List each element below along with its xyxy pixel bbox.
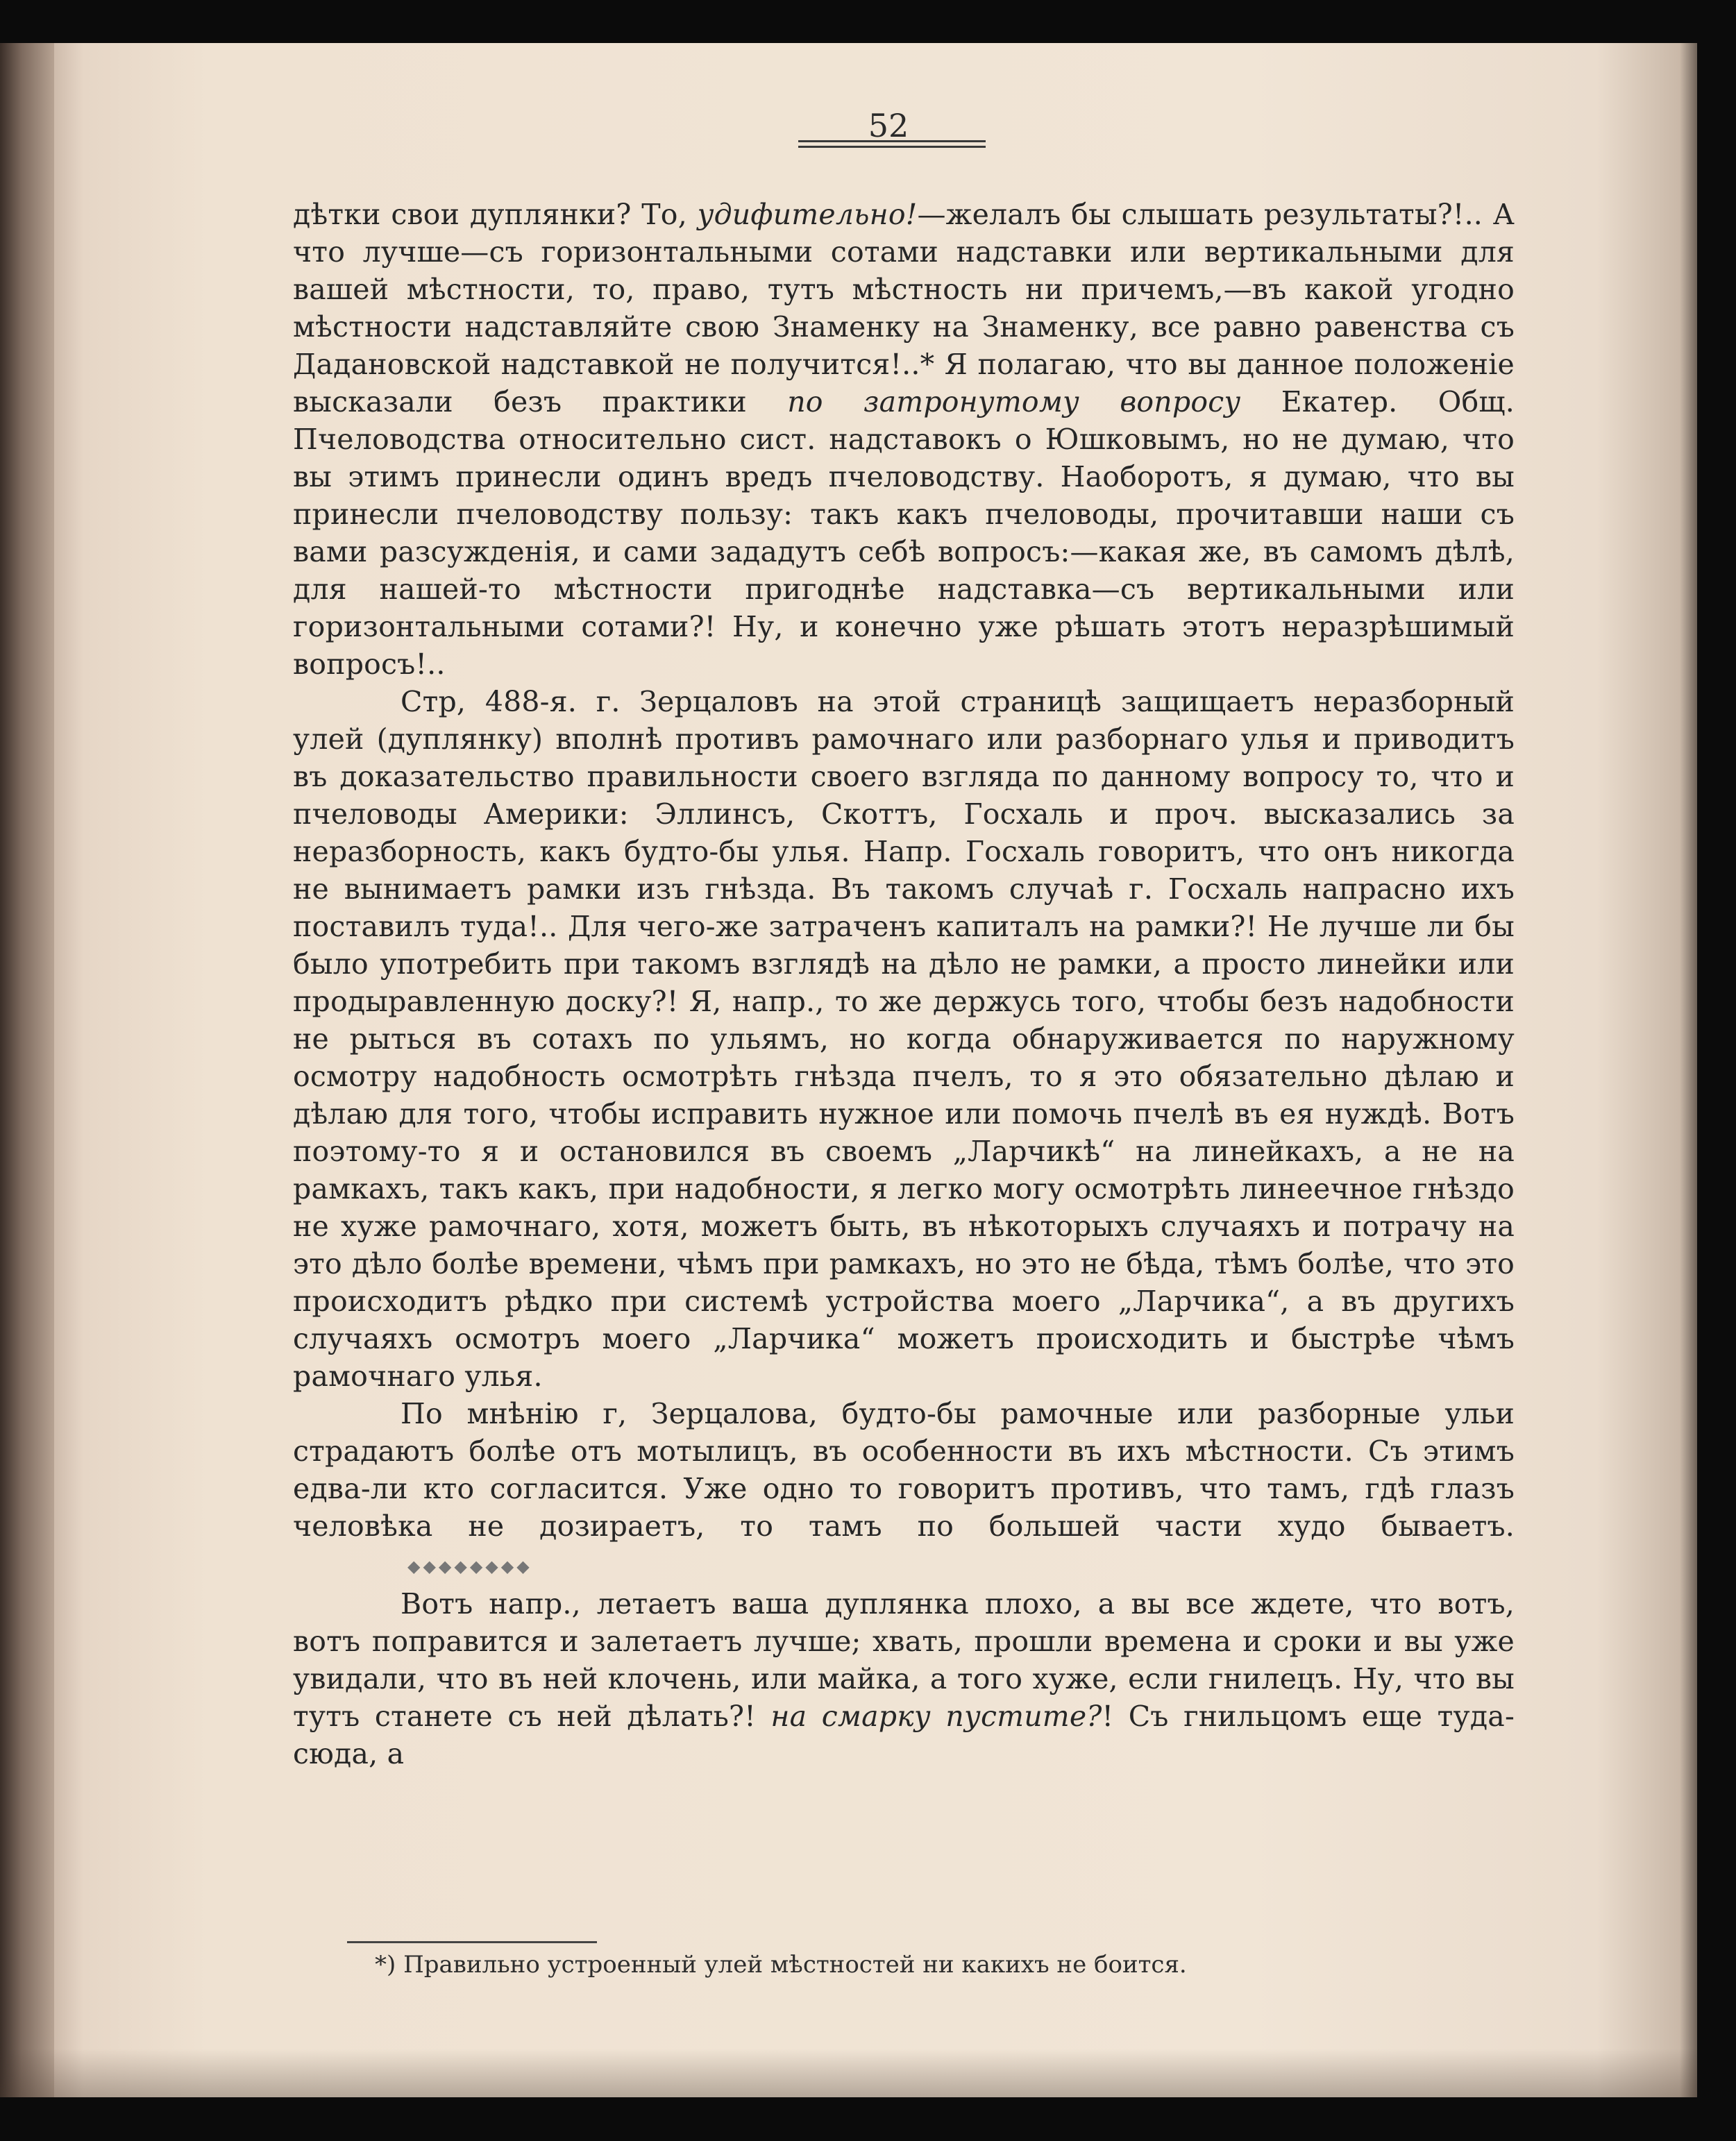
text-run: —желалъ бы слышать результаты?!.. А что лучше—съ горизонтальными сотами надставки или вертикальными для вашей мѣстности, то, право, тутъ мѣстность ни причемъ,—въ какой угодно мѣстности надставляйте свою Знаменку на Знаменку, все равно равенства съ Дадановской надставкой не получится!..* Я полагаю, что вы данное положеніе высказали безъ практики [293, 198, 1515, 418]
paragraph [293, 1395, 1515, 1585]
page-edge-shadow [0, 2049, 1697, 2097]
text-run: Вотъ напр., летаетъ ваша дуплянка плохо, а вы все ждете, что вотъ, вотъ поправится и залетаетъ лучше; хвать, прошли времена и сроки и вы уже увидали, что въ ней клочень, или майка, а того хуже, если гнилецъ. Ну, что вы тутъ станете съ ней дѣлать?! [293, 1586, 1515, 1733]
scanned-page [0, 43, 1697, 2097]
paragraph [293, 1585, 1515, 1772]
text-run: ! Съ гнильцомъ еще туда-сюда, а [293, 1699, 1515, 1770]
text-run: дѣтки свои дуплянки? То, [293, 198, 698, 231]
header-rule [798, 140, 986, 142]
text-run: По мнѣнію г, Зерцалова, будто-бы рамочные или разборные ульи страдаютъ болѣе отъ мотылицъ, въ особенности въ ихъ мѣстности. Съ этимъ едва-ли кто согласится. Уже одно то говоритъ противъ, что тамъ, гдѣ глазъ человѣка не дозираетъ, то тамъ по большей части худо бываетъ. [293, 1397, 1515, 1543]
body-text [293, 196, 1515, 1772]
text-run: Стр, 488-я. г. Зерцаловъ на этой страницѣ защищаетъ неразборный улей (дуплянку) вполнѣ противъ рамочнаго или разборнаго улья и приводитъ въ доказательство правильности своего взгляда по данному вопросу то, что и пчеловоды Америки: Эллинсъ, Скоттъ, Госхаль и проч. высказались за неразборность, какъ будто-бы улья. Напр. Госхаль говоритъ, что онъ никогда не вынимаетъ рамки изъ гнѣзда. Въ такомъ случаѣ г. Госхаль напрасно ихъ поставилъ туда!.. Для чего-же затраченъ капиталъ на рамки?! Не лучше ли бы было употребить при такомъ взглядѣ на дѣло не рамки, а просто линейки или продыравленную доску?! Я, напр., то же держусь того, чтобы безъ надобности не рыться въ сотахъ по ульямъ, но когда обнаруживается по наружному осмотру надобность осмотрѣть гнѣзда пчелъ, то я это обязательно дѣлаю и дѣлаю для того, чтобы исправить нужное или помочь пчелѣ въ ея нуждѣ. Вотъ поэтому-то я и остановился въ своемъ „Ларчикѣ“ на линейкахъ, а не на рамкахъ, такъ какъ, при надобности, я легко могу осмотрѣть линеечное гнѣздо не хуже рамочнаго, хотя, можетъ быть, въ нѣкоторыхъ случаяхъ и потрачу на это дѣло болѣе времени, чѣмъ при рамкахъ, но это не бѣда, тѣмъ болѣе, что это происходитъ рѣдко при системѣ устройства моего „Ларчика“, а въ другихъ случаяхъ осмотръ моего „Ларчика“ можетъ происходить и быстрѣе чѣмъ рамочнаго улья. [293, 685, 1515, 1393]
italic-text: удифительно! [697, 198, 918, 231]
text-run: Екатер. Общ. Пчеловодства относительно сист. надставокъ о Юшковымъ, но не думаю, что вы этимъ принесли одинъ вредъ пчеловодству. Наоборотъ, я думаю, что вы принесли пчеловодству пользу: такъ какъ пчеловоды, прочитавши наши съ вами разсужденія, и сами зададутъ себѣ вопросъ:—какая же, въ самомъ дѣлѣ, для нашей-то мѣстности пригоднѣе надставка—съ вертикальными или горизонтальными сотами?! Ну, и конечно уже рѣшать этотъ неразрѣшимый вопросъ!.. [293, 385, 1515, 681]
paragraph [293, 196, 1515, 683]
separator-ornament: ◆◆◆◆◆◆◆◆ [407, 1556, 532, 1576]
book-spine [0, 43, 54, 2097]
footnote-rule [347, 1941, 597, 1943]
page-number: 52 [868, 107, 909, 144]
italic-text: по затронутому вопросу [787, 385, 1241, 418]
paragraph [293, 683, 1515, 1395]
header-rule [798, 146, 986, 148]
footnote: *) Правильно устроенный улей мѣстностей ни какихъ не боится. [375, 1951, 1187, 1979]
italic-text: на смарку пустите? [770, 1699, 1102, 1733]
